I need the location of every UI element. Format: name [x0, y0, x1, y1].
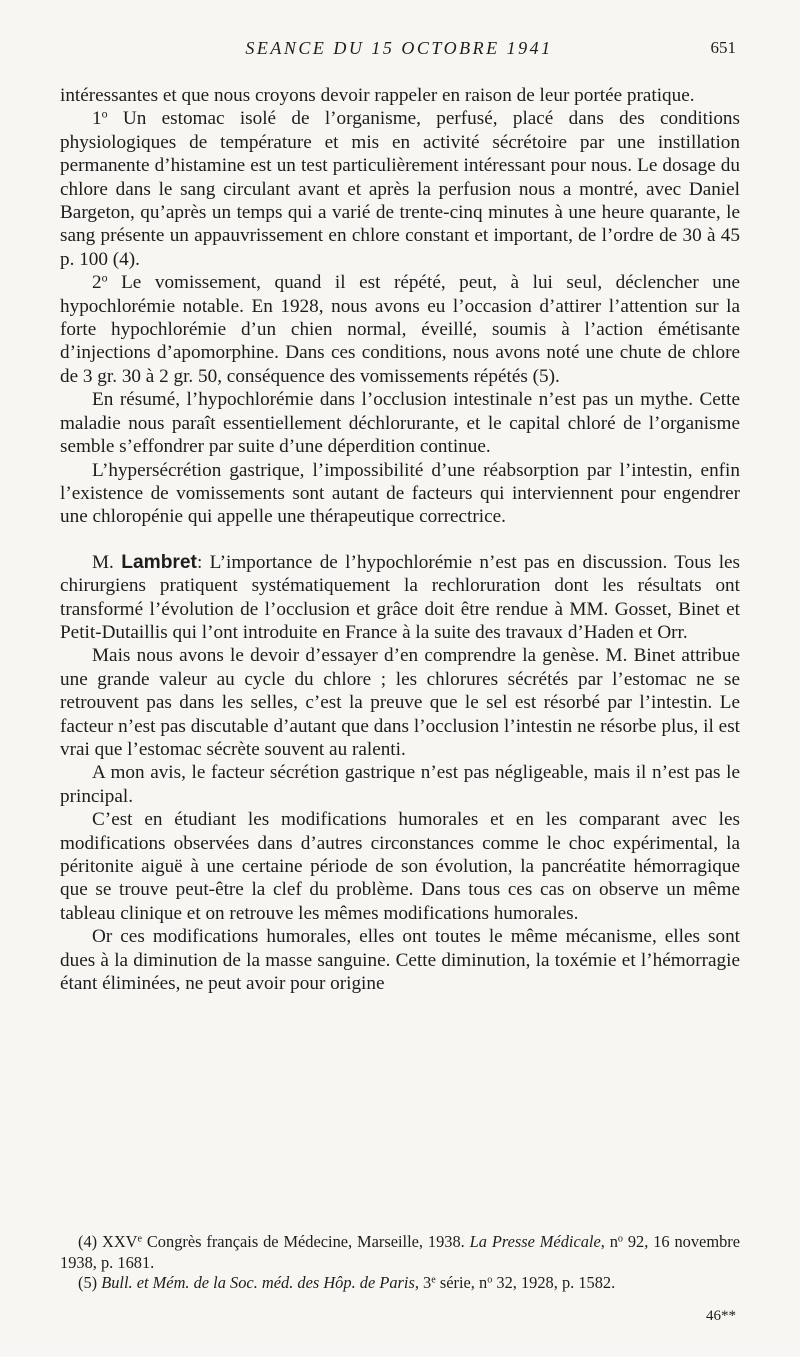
paragraph-3-text: Le vomissement, quand il est répété, peut, à lui seul, déclencher une hypochlorémie notable. En 1928, nous avons eu l’occasion d’attirer l’attention sur la forte hypochlorémie d’un chien normal, éveillé, soumis à l’action émétisante d’injections d’apomorphine. Dans ces conditions, nous avons noté une chute de chlore de 3 gr. 30 à 2 gr. 50, conséquence des vomissements répétés (5). [60, 272, 740, 387]
journal-title: Bull. et Mém. de la Soc. méd. des Hôp. de Paris [101, 1273, 415, 1292]
paragraph-1: intéressantes et que nous croyons devoir rappeler en raison de leur portée pratique. [60, 85, 695, 106]
page-header [62, 38, 736, 62]
paragraph-7: Mais nous avons le devoir d’essayer d’en comprendre la genèse. M. Binet attribue une grande valeur au cycle du chlore ; les chlorures sécrétés par l’estomac ne se retrouvent pas dans les selles, c’est la preuve que le sel est résorbé par l’intestin. Le facteur n’est pas discutable d’autant que dans l’occlusion l’intestin ne résorbe plus, il est vrai que l’estomac sécrète souvent au ralenti. [60, 645, 740, 760]
ordinal-superscript: o [101, 270, 108, 285]
footnote-4-text: Congrès français de Médecine, Marseille, 1938. [142, 1232, 470, 1251]
footnote-5-text: (5) [78, 1273, 102, 1292]
section-gap [60, 529, 740, 551]
paragraph-8: A mon avis, le facteur sécrétion gastrique n’est pas négligeable, mais il n’est pas le principal. [60, 762, 740, 807]
superscript: e [137, 1233, 143, 1245]
running-title: SEANCE DU 15 OCTOBRE 1941 [245, 38, 553, 58]
ordinal-superscript: o [101, 106, 108, 121]
footnote-5-text: série, n [435, 1273, 488, 1292]
journal-title: La Presse Médicale [469, 1232, 601, 1251]
page-number: 651 [710, 38, 736, 57]
paragraph-9: C’est en étudiant les modifications humorales et en les comparant avec les modifications observées dans d’autres circonstances comme le choc expérimental, la péritonite aiguë à une certaine période de son évolution, la pancréatite hémorragique que se trouve peut-être la clef du problème. Dans tous ces cas on observe un même tableau clinique et on retrouve les mêmes modifications humorales. [60, 809, 740, 924]
superscript: o [617, 1233, 623, 1245]
paragraph-6-text: : L’importance de l’hypochlorémie n’est pas en discussion. Tous les chirurgiens pratiquent systématiquement la rechloruration dont les résultats ont transformé l’évolution de l’occlusion et grâce doit être rendue à MM. Gosset, Binet et Petit-Dutaillis qui l’ont introduite en France à la suite des travaux d’Haden et Orr. [60, 551, 741, 643]
superscript: e [431, 1274, 436, 1286]
paragraph-4: En résumé, l’hypochlorémie dans l’occlusion intestinale n’est pas un mythe. Cette maladie nous paraît essentiellement déchlorurante, et le capital chloré de l’organisme semble s’effondrer par suite d’une déperdition continue. [60, 389, 740, 458]
paragraph-5: L’hypersécrétion gastrique, l’impossibilité d’une réabsorption par l’intestin, enfin l’existence de vomissements sont autant de facteurs qui interviennent pour engendrer une chloropénie qui appelle une thérapeutique correctrice. [60, 459, 740, 528]
signature-mark: 46** [706, 1308, 736, 1324]
paragraph-10: Or ces modifications humorales, elles ont toutes le même mécanisme, elles sont dues à la diminution de la masse sanguine. Cette diminution, la toxémie et l’hémorragie étant éliminées, ne peut avoir pour origine [60, 926, 740, 995]
footnote-5-text: 32, 1928, p. 1582. [492, 1273, 616, 1292]
paragraph-6 [60, 551, 740, 645]
footnote-4-text: 92, 16 novembre 1938, p. 1681. [60, 1232, 741, 1272]
speaker-prefix: M. [92, 551, 122, 573]
footnote-4-text: (4) XXV [78, 1232, 138, 1251]
speaker-name: Lambret [121, 551, 197, 573]
enumeration-marker: 2 [92, 272, 102, 294]
footnote-5 [60, 1273, 740, 1294]
paragraph-2-text: Un estomac isolé de l’organisme, perfusé, placé dans des conditions physiologiques de température et mis en activité sécrétoire par une instillation permanente d’histamine est un test particulièrement intéressant pour nous. Le dosage du chlore dans le sang circulant avant et après la perfusion nous a montré, avec Daniel Bargeton, qu’après un temps qui a varié de trente-cinq minutes à une heure quarante, le sang présente un appauvrissement en chlore constant et important, de l’ordre de 30 à 45 p. 100 (4). [60, 108, 740, 270]
footnotes [60, 1232, 740, 1294]
footnote-5-text: , 3 [414, 1273, 432, 1292]
superscript: o [487, 1274, 493, 1286]
enumeration-marker: 1 [92, 108, 102, 130]
footnote-4-text: , n [600, 1232, 618, 1251]
footnote-4 [60, 1232, 740, 1273]
body-text [60, 84, 740, 995]
paragraph-2 [60, 107, 740, 271]
paragraph-3 [60, 271, 740, 388]
